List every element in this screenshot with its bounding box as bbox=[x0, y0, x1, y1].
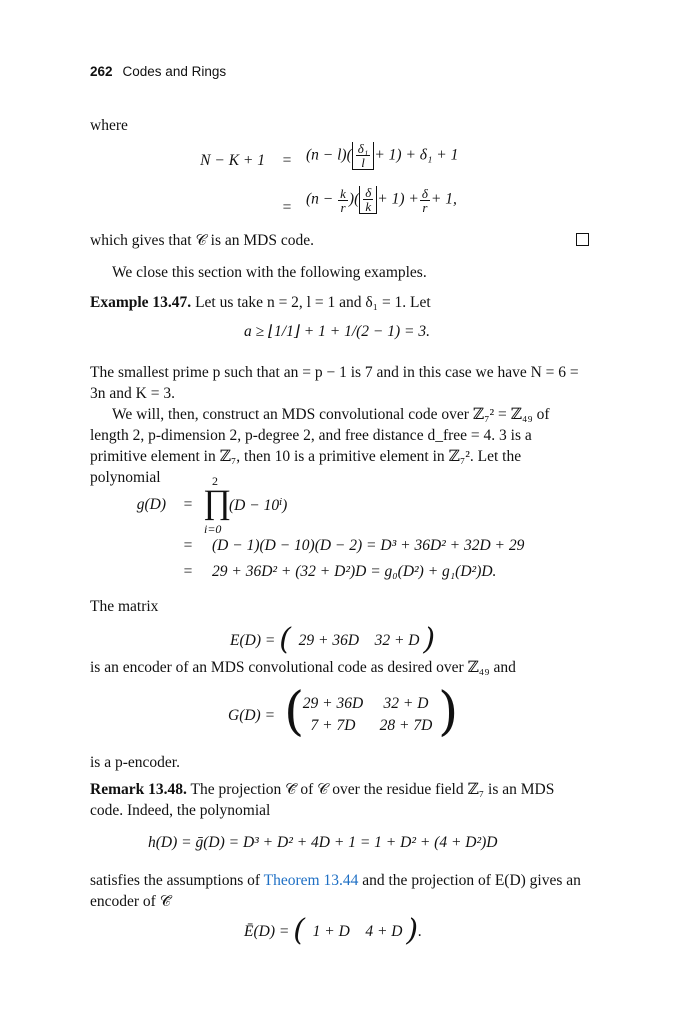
G-lhs: G(D) = bbox=[228, 707, 276, 724]
floor-bracket: $\frac{\text{δ₁}}{l}$ bbox=[352, 142, 375, 170]
remark-label: Remark 13.48. bbox=[90, 781, 187, 798]
encoder-text: is an encoder of an MDS convolutional code as desired over ℤ₄₉ and bbox=[90, 659, 516, 676]
G-right-paren: ) bbox=[438, 682, 459, 742]
Ebar-matrix: Ē(D) = ( 1 + D 4 + D ). bbox=[244, 913, 422, 948]
eq1-row2: (n − $\frac{k}{r}$ )( $\frac{\delta}{k}$ + 1) + $\frac{\delta}{r}$ + 1, bbox=[306, 185, 457, 215]
g-rel-1: = bbox=[183, 496, 193, 513]
remark-text: The projection 𝒞̄ of 𝒞 over the residue field ℤ₇ is an MDS code. Indeed, the polynomial bbox=[90, 781, 555, 819]
g-row3: 29 + 36D² + (32 + D²)D = g₀(D²) + g₁(D²)D. bbox=[212, 563, 497, 580]
G-a12: 32 + D bbox=[383, 695, 429, 712]
g-rel-2: = bbox=[183, 537, 193, 554]
page-number: 262 bbox=[90, 64, 113, 79]
example-label: Example 13.47. bbox=[90, 294, 192, 311]
G-a11: 29 + 36D bbox=[302, 695, 364, 712]
prod-lower: i=0 bbox=[204, 522, 222, 536]
example-13-47 bbox=[90, 292, 590, 313]
where-text: where bbox=[90, 117, 128, 134]
mds-conclusion: which gives that 𝒞 is an MDS code. bbox=[90, 232, 314, 249]
running-header bbox=[90, 64, 226, 79]
eq1-rel: = bbox=[282, 152, 292, 169]
g-rel-3: = bbox=[183, 563, 193, 580]
theorem-13-44-link[interactable]: Theorem 13.44 bbox=[263, 872, 359, 889]
h-equation: h(D) = ḡ(D) = D³ + D² + 4D + 1 = 1 + D² + (4 + D²)D bbox=[148, 834, 498, 851]
satisfies-text: satisfies the assumptions of Theorem 13.44 and the projection of E(D) gives an encoder of 𝒞̄ bbox=[90, 872, 581, 910]
eq1-lhs: N − K + 1 bbox=[200, 152, 265, 169]
paragraph-smallest-prime: The smallest prime p such that an = p − 1 is 7 and in this case we have N = 6 = 3n and K = 3. bbox=[90, 364, 579, 402]
example-text: Let us take n = 2, l = 1 and δ₁ = 1. Let bbox=[195, 294, 431, 311]
remark-13-48 bbox=[90, 779, 590, 821]
p-encoder-text: is a p-encoder. bbox=[90, 754, 180, 771]
eq1-row1: (n − l)( $\frac{\text{δ₁}}{l}$ + 1) + δ₁ + 1 bbox=[306, 141, 459, 170]
running-title: Codes and Rings bbox=[122, 64, 227, 79]
prod-upper: 2 bbox=[212, 474, 218, 488]
prod-body: (D − 10ⁱ) bbox=[229, 497, 288, 514]
product-symbol: ∏ bbox=[203, 484, 231, 521]
eq1-rel-2: = bbox=[282, 199, 292, 216]
g-lhs: g(D) bbox=[136, 496, 166, 513]
G-left-paren: ( bbox=[284, 682, 305, 742]
matrix-label: The matrix bbox=[90, 598, 159, 615]
closing-sentence: We close this section with the following examples. bbox=[112, 264, 427, 281]
paragraph-construct: We will, then, construct an MDS convolutional code over ℤ₇² = ℤ₄₉ of length 2, p-dimension 2, p-degree 2, and free distance d_free = 4. 3 is a primitive element in ℤ₇, then 10 is a primitive element in ℤ₇². Let the polynomial bbox=[90, 406, 550, 486]
qed-box bbox=[576, 233, 589, 246]
G-a22: 28 + 7D bbox=[379, 717, 433, 734]
G-a21: 7 + 7D bbox=[310, 717, 356, 734]
g-row2: (D − 1)(D − 10)(D − 2) = D³ + 36D² + 32D + 29 bbox=[212, 537, 525, 554]
E-matrix: E(D) = ( 29 + 36D 32 + D ) bbox=[230, 622, 436, 657]
example-inequality: a ≥ ⌊1/1⌋ + 1 + 1/(2 − 1) = 3. bbox=[244, 323, 430, 340]
